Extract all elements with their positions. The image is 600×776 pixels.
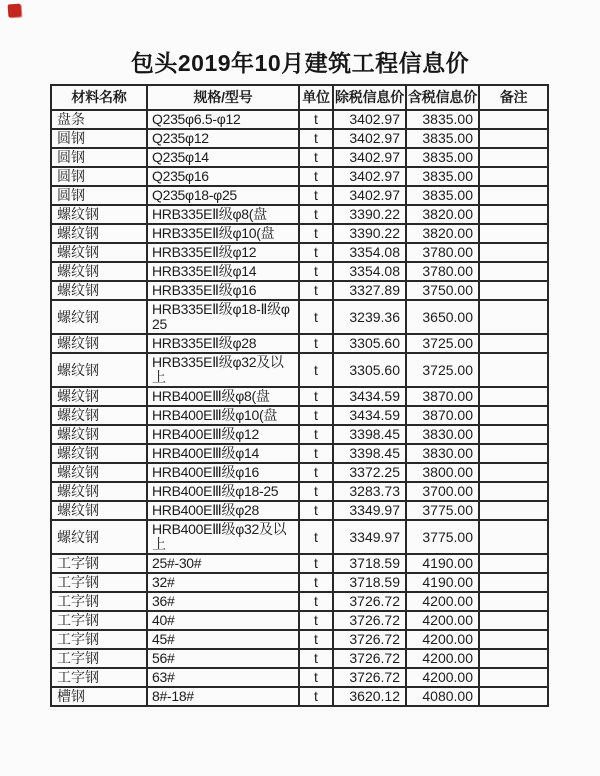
cell-unit: t: [299, 243, 333, 262]
cell-unit: t: [299, 148, 333, 167]
table-header-row: [51, 85, 548, 110]
cell-remark: [479, 668, 548, 687]
cell-material: 螺纹钢: [51, 387, 147, 406]
cell-material: 螺纹钢: [51, 243, 147, 262]
cell-price-inctax: 3820.00: [406, 205, 479, 224]
cell-spec: HRB400EⅢ级φ12: [147, 425, 299, 444]
col-unit: 单位: [299, 85, 333, 110]
table-row: [51, 205, 548, 224]
cell-remark: [479, 334, 548, 353]
cell-price-inctax: 4080.00: [406, 687, 479, 706]
cell-price-extax: 3726.72: [333, 649, 406, 668]
cell-material: 圆钢: [51, 186, 147, 205]
cell-material: 螺纹钢: [51, 463, 147, 482]
cell-material: 圆钢: [51, 148, 147, 167]
cell-unit: t: [299, 554, 333, 573]
table-row: [51, 110, 548, 129]
cell-material: 圆钢: [51, 129, 147, 148]
cell-price-extax: 3305.60: [333, 353, 406, 387]
table-row: [51, 387, 548, 406]
red-stamp-icon: [8, 4, 22, 18]
cell-material: 螺纹钢: [51, 353, 147, 387]
cell-price-inctax: 3820.00: [406, 224, 479, 243]
cell-unit: t: [299, 353, 333, 387]
cell-price-extax: 3402.97: [333, 167, 406, 186]
cell-unit: t: [299, 573, 333, 592]
cell-remark: [479, 148, 548, 167]
cell-spec: Q235φ16: [147, 167, 299, 186]
cell-spec: HRB400EⅢ级φ18-25: [147, 482, 299, 501]
cell-price-inctax: 4190.00: [406, 573, 479, 592]
table-row: [51, 281, 548, 300]
cell-spec: HRB335EⅡ级φ16: [147, 281, 299, 300]
cell-price-extax: 3402.97: [333, 110, 406, 129]
cell-material: 螺纹钢: [51, 300, 147, 334]
table-row: [51, 300, 548, 334]
table-row: [51, 425, 548, 444]
cell-material: 工字钢: [51, 649, 147, 668]
cell-unit: t: [299, 129, 333, 148]
cell-price-extax: 3372.25: [333, 463, 406, 482]
table-row: [51, 186, 548, 205]
cell-price-extax: 3402.97: [333, 148, 406, 167]
table-row: [51, 129, 548, 148]
cell-price-extax: 3402.97: [333, 186, 406, 205]
cell-material: 螺纹钢: [51, 406, 147, 425]
cell-price-inctax: 3725.00: [406, 334, 479, 353]
table-row: [51, 573, 548, 592]
cell-unit: t: [299, 224, 333, 243]
cell-unit: t: [299, 463, 333, 482]
cell-remark: [479, 630, 548, 649]
cell-material: 螺纹钢: [51, 501, 147, 520]
cell-price-extax: 3402.97: [333, 129, 406, 148]
cell-remark: [479, 444, 548, 463]
cell-price-inctax: 3650.00: [406, 300, 479, 334]
cell-price-extax: 3718.59: [333, 573, 406, 592]
cell-remark: [479, 110, 548, 129]
cell-price-inctax: 3835.00: [406, 167, 479, 186]
table-row: [51, 243, 548, 262]
cell-price-extax: 3354.08: [333, 262, 406, 281]
cell-price-inctax: 3830.00: [406, 425, 479, 444]
cell-spec: HRB400EⅢ级φ16: [147, 463, 299, 482]
cell-remark: [479, 129, 548, 148]
table-row: [51, 501, 548, 520]
cell-material: 工字钢: [51, 554, 147, 573]
table-row: [51, 444, 548, 463]
table-row: [51, 668, 548, 687]
cell-remark: [479, 592, 548, 611]
cell-material: 工字钢: [51, 611, 147, 630]
cell-spec: HRB335EⅡ级φ32及以上: [147, 353, 299, 387]
table-body: [51, 110, 548, 706]
table-row: [51, 353, 548, 387]
cell-spec: HRB400EⅢ级φ8(盘: [147, 387, 299, 406]
cell-unit: t: [299, 205, 333, 224]
cell-material: 圆钢: [51, 167, 147, 186]
cell-price-inctax: 4200.00: [406, 668, 479, 687]
table-row: [51, 148, 548, 167]
cell-material: 螺纹钢: [51, 205, 147, 224]
cell-unit: t: [299, 406, 333, 425]
cell-price-extax: 3398.45: [333, 444, 406, 463]
cell-unit: t: [299, 110, 333, 129]
cell-unit: t: [299, 592, 333, 611]
cell-price-extax: 3726.72: [333, 630, 406, 649]
table-row: [51, 687, 548, 706]
cell-spec: HRB335EⅡ级φ28: [147, 334, 299, 353]
col-spec: 规格/型号: [147, 85, 299, 110]
cell-price-extax: 3398.45: [333, 425, 406, 444]
cell-price-inctax: 4200.00: [406, 630, 479, 649]
cell-unit: t: [299, 300, 333, 334]
cell-unit: t: [299, 167, 333, 186]
cell-price-inctax: 3870.00: [406, 406, 479, 425]
cell-spec: 25#-30#: [147, 554, 299, 573]
cell-remark: [479, 520, 548, 554]
cell-remark: [479, 281, 548, 300]
cell-price-extax: 3726.72: [333, 611, 406, 630]
table-row: [51, 611, 548, 630]
cell-price-inctax: 3800.00: [406, 463, 479, 482]
cell-material: 螺纹钢: [51, 425, 147, 444]
table-header: [51, 85, 548, 110]
cell-spec: HRB400EⅢ级φ14: [147, 444, 299, 463]
cell-remark: [479, 186, 548, 205]
cell-material: 螺纹钢: [51, 520, 147, 554]
cell-price-inctax: 3870.00: [406, 387, 479, 406]
cell-unit: t: [299, 281, 333, 300]
cell-spec: HRB335EⅡ级φ10(盘: [147, 224, 299, 243]
cell-price-inctax: 3775.00: [406, 520, 479, 554]
cell-remark: [479, 687, 548, 706]
cell-unit: t: [299, 387, 333, 406]
cell-spec: 40#: [147, 611, 299, 630]
cell-material: 螺纹钢: [51, 482, 147, 501]
cell-price-inctax: 3775.00: [406, 501, 479, 520]
cell-spec: HRB400EⅢ级φ28: [147, 501, 299, 520]
cell-remark: [479, 425, 548, 444]
cell-price-inctax: 4190.00: [406, 554, 479, 573]
cell-price-extax: 3349.97: [333, 520, 406, 554]
cell-remark: [479, 224, 548, 243]
table-row: [51, 262, 548, 281]
col-price-inctax: 含税信息价: [406, 85, 479, 110]
cell-price-extax: 3390.22: [333, 224, 406, 243]
table-row: [51, 334, 548, 353]
cell-unit: t: [299, 668, 333, 687]
cell-remark: [479, 387, 548, 406]
cell-material: 工字钢: [51, 573, 147, 592]
cell-material: 工字钢: [51, 630, 147, 649]
cell-spec: 8#-18#: [147, 687, 299, 706]
cell-unit: t: [299, 425, 333, 444]
cell-remark: [479, 167, 548, 186]
cell-unit: t: [299, 630, 333, 649]
cell-unit: t: [299, 186, 333, 205]
cell-spec: HRB335EⅡ级φ14: [147, 262, 299, 281]
cell-spec: Q235φ6.5-φ12: [147, 110, 299, 129]
cell-price-extax: 3718.59: [333, 554, 406, 573]
cell-spec: HRB335EⅡ级φ8(盘: [147, 205, 299, 224]
table-row: [51, 167, 548, 186]
cell-unit: t: [299, 262, 333, 281]
cell-price-extax: 3390.22: [333, 205, 406, 224]
cell-price-extax: 3434.59: [333, 387, 406, 406]
cell-price-inctax: 4200.00: [406, 611, 479, 630]
cell-price-inctax: 3780.00: [406, 262, 479, 281]
cell-spec: 63#: [147, 668, 299, 687]
cell-material: 螺纹钢: [51, 334, 147, 353]
table-row: [51, 592, 548, 611]
cell-spec: 45#: [147, 630, 299, 649]
cell-material: 螺纹钢: [51, 281, 147, 300]
table-row: [51, 463, 548, 482]
cell-price-extax: 3239.36: [333, 300, 406, 334]
cell-unit: t: [299, 520, 333, 554]
cell-price-extax: 3305.60: [333, 334, 406, 353]
cell-material: 螺纹钢: [51, 444, 147, 463]
cell-remark: [479, 649, 548, 668]
cell-unit: t: [299, 482, 333, 501]
table-row: [51, 630, 548, 649]
cell-price-extax: 3354.08: [333, 243, 406, 262]
cell-material: 螺纹钢: [51, 262, 147, 281]
cell-spec: Q235φ12: [147, 129, 299, 148]
cell-material: 工字钢: [51, 668, 147, 687]
cell-price-inctax: 3835.00: [406, 110, 479, 129]
cell-material: 盘条: [51, 110, 147, 129]
cell-price-extax: 3434.59: [333, 406, 406, 425]
cell-remark: [479, 554, 548, 573]
cell-unit: t: [299, 611, 333, 630]
cell-price-inctax: 3750.00: [406, 281, 479, 300]
cell-spec: Q235φ18-φ25: [147, 186, 299, 205]
cell-remark: [479, 482, 548, 501]
cell-spec: Q235φ14: [147, 148, 299, 167]
cell-price-inctax: 4200.00: [406, 592, 479, 611]
table-row: [51, 482, 548, 501]
cell-material: 工字钢: [51, 592, 147, 611]
cell-price-inctax: 3830.00: [406, 444, 479, 463]
cell-price-extax: 3327.89: [333, 281, 406, 300]
cell-price-extax: 3726.72: [333, 668, 406, 687]
table-row: [51, 554, 548, 573]
col-remark: 备注: [479, 85, 548, 110]
cell-spec: HRB400EⅢ级φ32及以上: [147, 520, 299, 554]
cell-remark: [479, 243, 548, 262]
cell-price-inctax: 3835.00: [406, 148, 479, 167]
cell-spec: 56#: [147, 649, 299, 668]
price-table: [50, 84, 549, 707]
cell-price-inctax: 3835.00: [406, 129, 479, 148]
cell-price-extax: 3620.12: [333, 687, 406, 706]
page-title: 包头2019年10月建筑工程信息价: [130, 50, 470, 76]
cell-price-extax: 3349.97: [333, 501, 406, 520]
cell-unit: t: [299, 501, 333, 520]
cell-unit: t: [299, 334, 333, 353]
cell-price-extax: 3283.73: [333, 482, 406, 501]
col-price-extax: 除税信息价: [333, 85, 406, 110]
cell-price-extax: 3726.72: [333, 592, 406, 611]
cell-remark: [479, 501, 548, 520]
cell-remark: [479, 573, 548, 592]
cell-unit: t: [299, 687, 333, 706]
cell-price-inctax: 3725.00: [406, 353, 479, 387]
cell-material: 螺纹钢: [51, 224, 147, 243]
cell-remark: [479, 262, 548, 281]
table-row: [51, 224, 548, 243]
cell-price-inctax: 4200.00: [406, 649, 479, 668]
cell-price-inctax: 3780.00: [406, 243, 479, 262]
cell-spec: HRB400EⅢ级φ10(盘: [147, 406, 299, 425]
cell-spec: 32#: [147, 573, 299, 592]
cell-remark: [479, 463, 548, 482]
cell-spec: HRB335EⅡ级φ18-Ⅱ级φ25: [147, 300, 299, 334]
cell-remark: [479, 205, 548, 224]
table-row: [51, 520, 548, 554]
table-row: [51, 649, 548, 668]
cell-price-inctax: 3835.00: [406, 186, 479, 205]
cell-remark: [479, 611, 548, 630]
cell-unit: t: [299, 444, 333, 463]
table-row: [51, 406, 548, 425]
cell-remark: [479, 353, 548, 387]
cell-price-inctax: 3700.00: [406, 482, 479, 501]
cell-spec: 36#: [147, 592, 299, 611]
cell-spec: HRB335EⅡ级φ12: [147, 243, 299, 262]
cell-unit: t: [299, 649, 333, 668]
cell-remark: [479, 406, 548, 425]
col-material: 材料名称: [51, 85, 147, 110]
cell-material: 槽钢: [51, 687, 147, 706]
cell-remark: [479, 300, 548, 334]
